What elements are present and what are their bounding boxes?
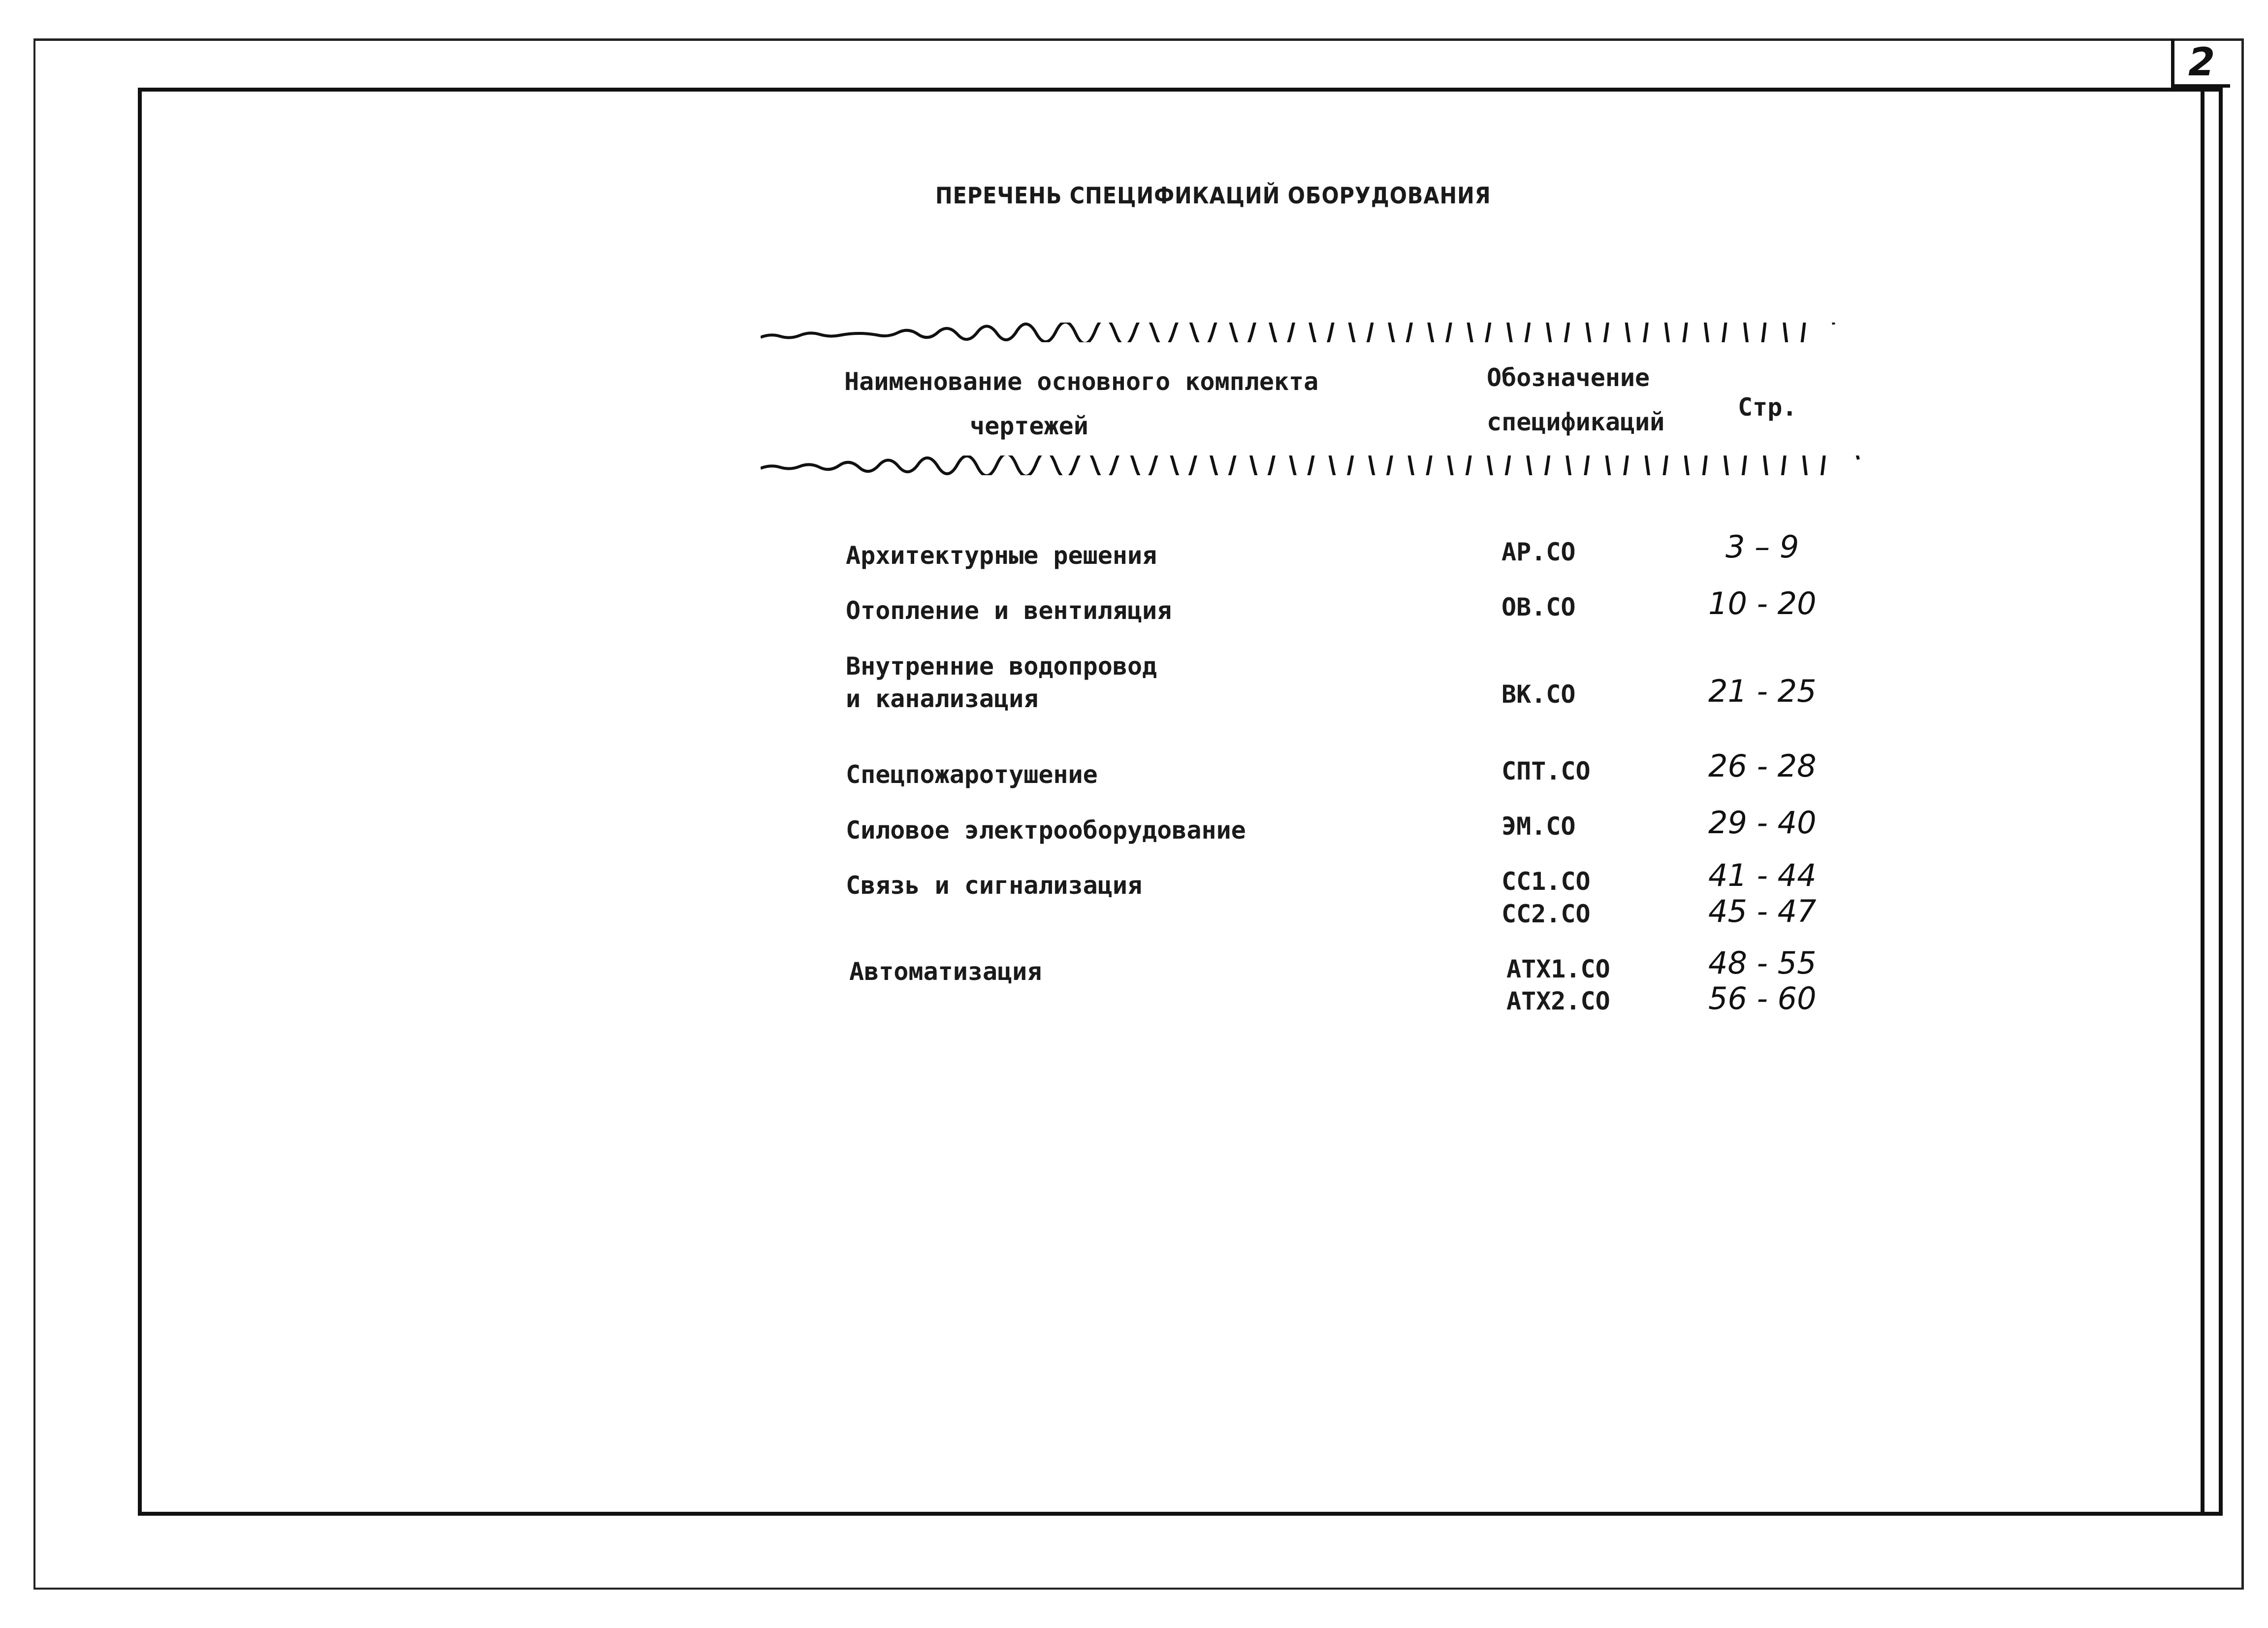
row-pages: 29 - 40 <box>1708 805 1817 841</box>
row-name: Силовое электрооборудование <box>846 816 1246 845</box>
row-name: и канализация <box>846 684 1039 713</box>
row-pages: 45 - 47 <box>1708 893 1817 929</box>
row-code: АТХ1.СО <box>1506 955 1610 983</box>
row-code: СС2.СО <box>1501 900 1591 928</box>
row-pages: 48 - 55 <box>1708 945 1817 981</box>
page-number: 2 <box>2188 40 2215 85</box>
row-name: Спецпожаротушение <box>846 760 1098 789</box>
row-pages: 10 - 20 <box>1708 586 1817 621</box>
drawing-frame-right-edge <box>2201 88 2204 1516</box>
document-title: ПЕРЕЧЕНЬ СПЕЦИФИКАЦИЙ ОБОРУДОВАНИЯ <box>935 182 1491 209</box>
row-code: АР.СО <box>1501 538 1576 566</box>
row-code: ОВ.СО <box>1501 593 1576 621</box>
row-code: ЭМ.СО <box>1501 812 1576 841</box>
row-pages: 21 - 25 <box>1708 673 1817 709</box>
row-code: ВК.СО <box>1501 680 1576 709</box>
header-pages: Стр. <box>1738 393 1797 422</box>
row-code: СПТ.СО <box>1501 757 1591 785</box>
row-code: СС1.СО <box>1501 867 1591 896</box>
row-name: Отопление и вентиляция <box>846 596 1172 625</box>
row-code: АТХ2.СО <box>1506 987 1610 1015</box>
drawing-frame <box>138 88 2223 1516</box>
row-pages: 41 - 44 <box>1708 857 1817 893</box>
header-name-line2: чертежей <box>970 412 1088 440</box>
table-header-bottom-rule <box>761 456 1863 475</box>
row-name: Связь и сигнализация <box>846 871 1143 900</box>
row-name: Автоматизация <box>849 957 1042 986</box>
header-code-line2: спецификаций <box>1487 408 1665 436</box>
row-pages: 56 - 60 <box>1708 980 1817 1016</box>
header-name-line1: Наименование основного комплекта <box>844 367 1319 396</box>
header-code-line1: Обозначение <box>1487 363 1650 392</box>
table-top-rule <box>761 323 1844 342</box>
row-pages: 26 - 28 <box>1708 748 1817 784</box>
row-name: Архитектурные решения <box>846 541 1157 570</box>
row-name: Внутренние водопровод <box>846 652 1157 681</box>
row-pages: 3 – 9 <box>1725 529 1799 565</box>
